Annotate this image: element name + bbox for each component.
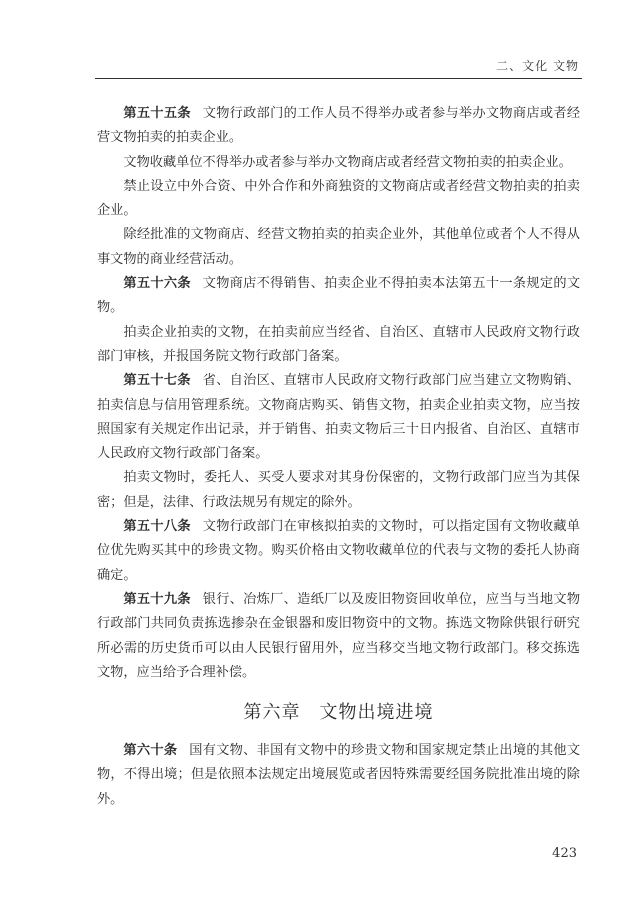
article-text: 文物商店不得销售、拍卖企业不得拍卖本法第五十一条规定的文物。 xyxy=(97,276,581,316)
article-59 xyxy=(97,588,580,685)
paragraph-text: 禁止设立中外合资、中外合作和外商独资的文物商店或者经营文物拍卖的拍卖企业。 xyxy=(97,178,580,219)
header-rule xyxy=(95,78,582,79)
article-58 xyxy=(97,515,580,588)
paragraph-text: 除经批准的文物商店、经营文物拍卖的拍卖企业外，其他单位或者个人不得从事文物的商业经营活动。 xyxy=(97,227,580,267)
article-text: 文物行政部门在审核拟拍卖的文物时，可以指定国有文物收藏单位优先购买其中的珍贵文物。购买价格由文物收藏单位的代表与文物的委托人协商确定。 xyxy=(97,519,581,583)
article-text: 省、自治区、直辖市人民政府文物行政部门应当建立文物购销、拍卖信息与信用管理系统。文物商店购买、销售文物，拍卖企业拍卖文物，应当按照国家有关规定作出记录，并于销售、拍卖文物后三十日内报省、自治区、直辖市人民政府文物行政部门备案。 xyxy=(97,373,581,462)
paragraph xyxy=(97,151,580,175)
paragraph xyxy=(97,223,580,272)
running-header: 二、文化 文物 xyxy=(496,59,579,73)
paragraph xyxy=(97,466,580,515)
chapter-title: 第六章 文物出境进境 xyxy=(243,702,434,724)
paragraph-text: 文物收藏单位不得举办或者参与举办文物商店或者经营文物拍卖的拍卖企业。 xyxy=(123,154,572,170)
article-56 xyxy=(97,272,580,321)
article-label: 第六十条 xyxy=(123,743,178,759)
article-text: 银行、冶炼厂、造纸厂以及废旧物资回收单位，应当与当地文物行政部门共同负责拣选掺杂在金银器和废旧物资中的文物。拣选文物除供银行研究所必需的历史货币可以由人民银行留用外，应当移交当地文物行政部门。移交拣选文物，应当给予合理补偿。 xyxy=(97,591,581,680)
paragraph-text: 拍卖文物时，委托人、买受人要求对其身份保密的，文物行政部门应当为其保密；但是，法律、行政法规另有规定的除外。 xyxy=(97,470,580,510)
article-60 xyxy=(97,739,580,812)
article-57 xyxy=(97,369,580,466)
paragraph xyxy=(97,321,580,370)
article-label: 第五十七条 xyxy=(123,373,191,389)
page-body xyxy=(97,102,580,812)
paragraph-text: 拍卖企业拍卖的文物，在拍卖前应当经省、自治区、直辖市人民政府文物行政部门审核，并报国务院文物行政部门备案。 xyxy=(97,324,580,364)
article-label: 第五十九条 xyxy=(123,591,191,607)
article-label: 第五十八条 xyxy=(123,519,191,535)
article-label: 第五十五条 xyxy=(123,106,191,121)
page-number: 423 xyxy=(552,846,577,861)
article-55 xyxy=(97,102,580,151)
article-text: 文物行政部门的工作人员不得举办或者参与举办文物商店或者经营文物拍卖的拍卖企业。 xyxy=(97,106,581,146)
paragraph xyxy=(97,175,580,224)
article-text: 国有文物、非国有文物中的珍贵文物和国家规定禁止出境的其他文物，不得出境；但是依照本法规定出境展览或者因特殊需要经国务院批准出境的除外。 xyxy=(97,743,581,807)
article-label: 第五十六条 xyxy=(123,276,191,292)
